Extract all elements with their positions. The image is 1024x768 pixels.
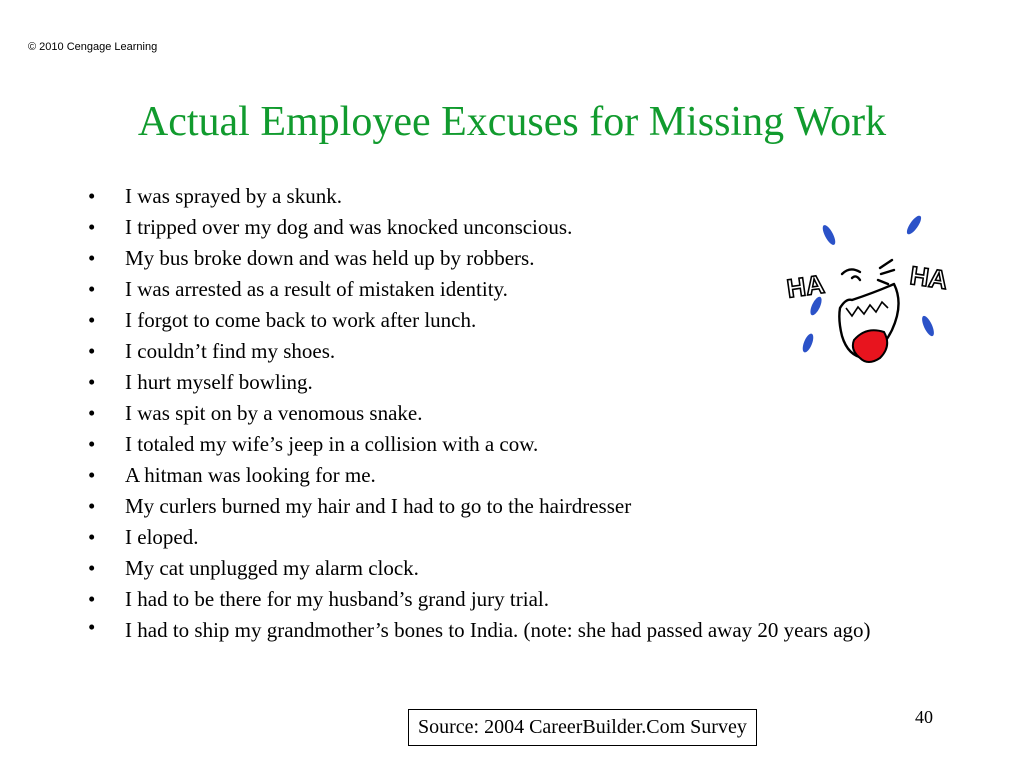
ha-right-text: HA <box>908 260 950 296</box>
excuse-item <box>88 584 948 615</box>
excuse-text: I was spit on by a venomous snake. <box>125 401 423 425</box>
excuse-text: A hitman was looking for me. <box>125 463 376 487</box>
bullet-glyph: • <box>88 432 96 456</box>
excuse-item <box>88 429 948 460</box>
excuse-item <box>88 491 948 522</box>
bullet-glyph: • <box>88 246 96 270</box>
excuse-text: I hurt myself bowling. <box>125 370 313 394</box>
excuse-text: I had to be there for my husband’s grand jury trial. <box>125 587 549 611</box>
teeth <box>846 302 888 316</box>
excuse-item <box>88 460 948 491</box>
bullet-glyph: • <box>88 370 96 394</box>
bullet-glyph: • <box>88 215 96 239</box>
bullet-glyph: • <box>88 556 96 580</box>
bullet-glyph: • <box>88 308 96 332</box>
excuse-text: My bus broke down and was held up by robbers. <box>125 246 535 270</box>
excuse-text: I eloped. <box>125 525 199 549</box>
excuse-text: I couldn’t find my shoes. <box>125 339 336 363</box>
excuse-text: I was arrested as a result of mistaken identity. <box>125 277 508 301</box>
bullet-glyph: • <box>88 463 96 487</box>
bullet-glyph: • <box>88 184 96 208</box>
laughing-face-icon <box>780 208 952 376</box>
bullet-glyph: • <box>88 339 96 363</box>
excuse-item <box>88 615 948 642</box>
excuse-item <box>88 553 948 584</box>
excuse-text: I totaled my wife’s jeep in a collision with a cow. <box>125 432 539 456</box>
ha-left-text: HA <box>784 268 827 304</box>
excuse-item <box>88 522 948 553</box>
tongue <box>853 330 887 362</box>
bullet-glyph: • <box>88 587 96 611</box>
excuse-text: I tripped over my dog and was knocked unconscious. <box>125 215 573 239</box>
excuse-text: I was sprayed by a skunk. <box>125 184 342 208</box>
excuse-text: My curlers burned my hair and I had to go to the hairdresser <box>125 494 632 518</box>
excuse-item <box>88 398 948 429</box>
copyright-notice: © 2010 Cengage Learning <box>28 41 158 53</box>
page-number: 40 <box>915 707 933 727</box>
source-citation: Source: 2004 CareerBuilder.Com Survey <box>408 709 757 746</box>
slide-title: Actual Employee Excuses for Missing Work <box>137 99 887 145</box>
bullet-glyph: • <box>88 401 96 425</box>
excuse-text: My cat unplugged my alarm clock. <box>125 556 419 580</box>
excuse-text: I forgot to come back to work after lunch. <box>125 308 477 332</box>
bullet-glyph: • <box>88 494 96 518</box>
excuse-text: I had to ship my grandmother’s bones to India. (note: she had passed away 20 years ago) <box>125 618 871 642</box>
bullet-glyph: • <box>88 277 96 301</box>
bullet-glyph: • <box>88 525 96 549</box>
bullet-glyph: • <box>88 615 96 639</box>
